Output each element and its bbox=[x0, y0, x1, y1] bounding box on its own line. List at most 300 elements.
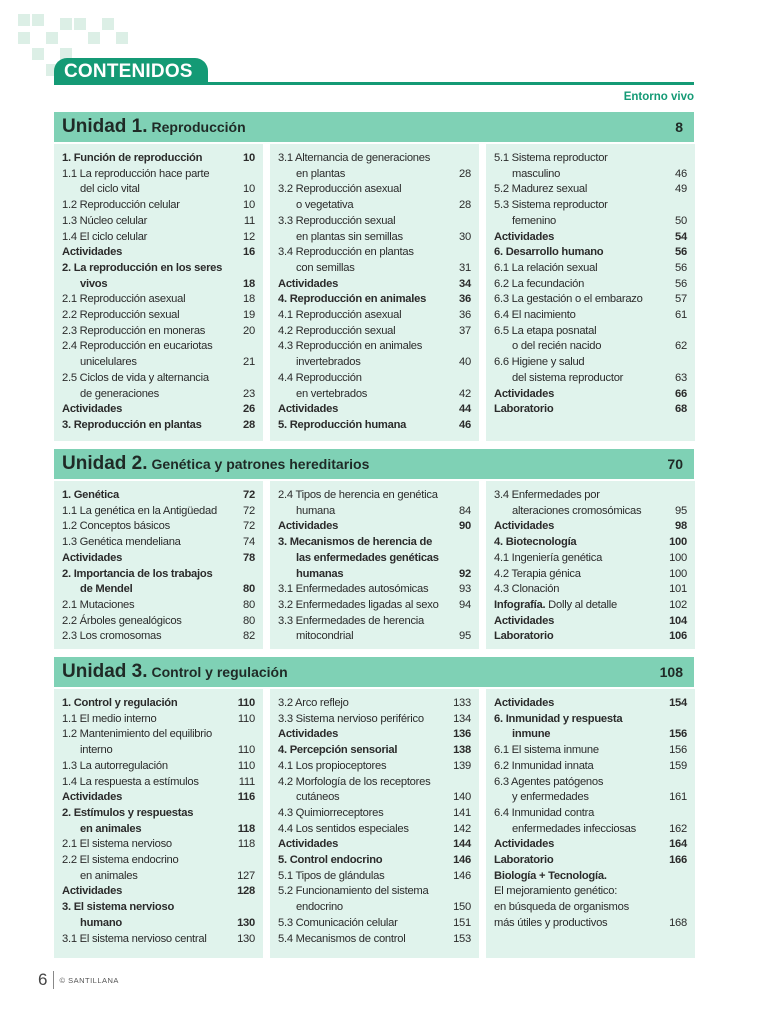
toc-entry[interactable] bbox=[278, 932, 471, 948]
toc-entry-page: 151 bbox=[453, 916, 471, 929]
toc-entry-page: 156 bbox=[669, 744, 687, 757]
toc-entry-line: 5.3 Sistema reproductor bbox=[494, 199, 608, 212]
toc-entry-page: 168 bbox=[669, 916, 687, 929]
toc-entry[interactable] bbox=[62, 292, 255, 308]
toc-entry-title bbox=[62, 261, 222, 292]
toc-entry-line: Laboratorio bbox=[494, 854, 554, 867]
toc-entry-line: 1.1 La reproducción hace parte bbox=[62, 167, 210, 180]
toc-entry[interactable] bbox=[278, 853, 471, 869]
toc-entry-page: 20 bbox=[243, 324, 255, 337]
unit-title bbox=[62, 661, 288, 683]
toc-entry-title bbox=[278, 151, 430, 182]
toc-entry-title bbox=[494, 261, 597, 277]
toc-entry[interactable] bbox=[62, 504, 255, 520]
toc-entry-title bbox=[278, 371, 367, 402]
toc-entry-line: 6. Desarrollo humano bbox=[494, 246, 604, 259]
toc-entry[interactable] bbox=[494, 869, 687, 885]
toc-entry-line: Laboratorio bbox=[494, 630, 554, 643]
unit-number: Unidad 1. bbox=[62, 116, 148, 137]
toc-entry-page: 159 bbox=[669, 759, 687, 772]
toc-entry-page: 142 bbox=[453, 822, 471, 835]
unit-name: Control y regulación bbox=[151, 664, 288, 680]
toc-entry[interactable] bbox=[278, 535, 471, 582]
toc-entry-line: o vegetativa bbox=[296, 199, 354, 212]
toc-entry-line: 6.3 La gestación o el embarazo bbox=[494, 293, 643, 306]
toc-entry[interactable] bbox=[62, 535, 255, 551]
toc-entry[interactable] bbox=[494, 151, 687, 182]
toc-entry[interactable] bbox=[494, 775, 687, 806]
toc-entry-line: unicelulares bbox=[80, 356, 137, 369]
toc-entry-page: 62 bbox=[675, 340, 687, 353]
toc-entry[interactable] bbox=[278, 727, 471, 743]
toc-entry[interactable] bbox=[278, 712, 471, 728]
toc-entry[interactable] bbox=[494, 853, 687, 869]
toc-entry-title bbox=[62, 519, 170, 535]
unit-title bbox=[62, 116, 246, 138]
footer-separator bbox=[53, 971, 54, 989]
toc-entry[interactable] bbox=[62, 519, 255, 535]
toc-entry-line: 5.4 Mecanismos de control bbox=[278, 932, 406, 945]
toc-entry-title bbox=[494, 355, 623, 386]
toc-entry-line: 1. Genética bbox=[62, 489, 119, 501]
toc-entry-title bbox=[494, 387, 554, 403]
toc-entry[interactable] bbox=[278, 598, 471, 614]
toc-entry[interactable] bbox=[62, 727, 255, 758]
toc-entry-page: 10 bbox=[243, 199, 255, 212]
toc-entry-line: Actividades bbox=[278, 728, 339, 741]
toc-entry-title bbox=[62, 712, 157, 728]
toc-entry-line: del sistema reproductor bbox=[512, 371, 624, 384]
toc-entry-line: Actividades bbox=[62, 403, 123, 416]
toc-entry-title bbox=[494, 759, 594, 775]
toc-entry-line: Actividades bbox=[278, 520, 339, 533]
toc-entry[interactable] bbox=[62, 712, 255, 728]
toc-entry-title bbox=[278, 822, 409, 838]
toc-entry-line: Actividades bbox=[494, 387, 555, 400]
toc-entry[interactable] bbox=[62, 598, 255, 614]
toc-entry-line: 2.5 Ciclos de vida y alternancia bbox=[62, 371, 209, 384]
toc-entry[interactable] bbox=[494, 696, 687, 712]
toc-entry-line: 3.4 Reproducción en plantas bbox=[278, 246, 414, 259]
toc-entry-title bbox=[62, 884, 122, 900]
toc-entry-line: en búsqueda de organismos bbox=[494, 901, 629, 914]
toc-entry-page: 72 bbox=[243, 504, 255, 517]
toc-entry[interactable] bbox=[278, 371, 471, 402]
toc-entry-title bbox=[494, 696, 554, 712]
toc-entry-line: 2.4 Reproducción en eucariotas bbox=[62, 340, 213, 353]
toc-entry[interactable] bbox=[62, 214, 255, 230]
toc-entry[interactable] bbox=[62, 853, 255, 884]
toc-entry-line: 6.1 La relación sexual bbox=[494, 261, 598, 274]
toc-entry[interactable] bbox=[494, 567, 687, 583]
toc-entry-title bbox=[278, 727, 338, 743]
toc-entry[interactable] bbox=[62, 775, 255, 791]
toc-entry[interactable] bbox=[62, 629, 255, 645]
toc-entry-line: 6.4 Inmunidad contra bbox=[494, 806, 595, 819]
toc-entry[interactable] bbox=[62, 790, 255, 806]
toc-entry-title bbox=[62, 837, 172, 853]
toc-entry-line: y enfermedades bbox=[512, 791, 589, 804]
toc-entry-page: 133 bbox=[453, 697, 471, 709]
toc-entry[interactable] bbox=[62, 308, 255, 324]
toc-entry-page: 118 bbox=[237, 822, 255, 835]
toc-entry-page: 130 bbox=[237, 916, 255, 929]
toc-entry[interactable] bbox=[494, 324, 687, 355]
toc-entry[interactable] bbox=[278, 214, 471, 245]
toc-entry[interactable] bbox=[62, 759, 255, 775]
toc-entry-page: 28 bbox=[459, 167, 471, 180]
toc-entry-line: 3.3 Sistema nervioso periférico bbox=[278, 712, 424, 725]
toc-entry-title bbox=[494, 324, 601, 355]
toc-entry-page: 10 bbox=[243, 183, 255, 196]
toc-entry-page: 100 bbox=[669, 536, 687, 549]
toc-entry-line: 2. Importancia de los trabajos bbox=[62, 567, 213, 580]
unit-name: Reproducción bbox=[151, 119, 246, 135]
toc-entry[interactable] bbox=[278, 696, 471, 712]
toc-entry-line: 6. Inmunidad y respuesta bbox=[494, 712, 623, 725]
toc-entry-line: 6.3 Agentes patógenos bbox=[494, 775, 604, 788]
toc-entry[interactable] bbox=[62, 261, 255, 292]
toc-entry-title bbox=[62, 598, 134, 614]
toc-entry-label: Infografía. bbox=[494, 598, 546, 611]
toc-entry[interactable] bbox=[494, 230, 687, 246]
toc-entry-title bbox=[62, 696, 177, 712]
toc-entry[interactable] bbox=[494, 900, 687, 916]
toc-entry-title bbox=[278, 292, 426, 308]
toc-entry[interactable] bbox=[494, 598, 687, 614]
contents-column bbox=[486, 144, 695, 441]
toc-entry-title bbox=[62, 230, 147, 246]
toc-entry[interactable] bbox=[278, 324, 471, 340]
toc-entry-page: 28 bbox=[243, 418, 255, 431]
toc-entry[interactable] bbox=[278, 884, 471, 915]
contents-column bbox=[270, 144, 479, 441]
toc-entry-title bbox=[278, 884, 428, 915]
toc-entry-line: 3.2 Arco reflejo bbox=[278, 697, 349, 709]
toc-entry-page: 100 bbox=[669, 551, 687, 564]
toc-entry-page: 18 bbox=[243, 293, 255, 306]
toc-entry-page: 164 bbox=[669, 838, 687, 851]
toc-entry-line: 1.4 La respuesta a estímulos bbox=[62, 775, 199, 788]
toc-entry-line: en animales bbox=[80, 822, 142, 835]
toc-entry-line: El mejoramiento genético: bbox=[494, 885, 618, 898]
toc-entry[interactable] bbox=[278, 245, 471, 276]
footer bbox=[38, 970, 119, 990]
toc-entry[interactable] bbox=[62, 488, 255, 504]
toc-entry-line: 1. Función de reproducción bbox=[62, 152, 203, 164]
toc-entry[interactable] bbox=[62, 230, 255, 246]
toc-entry-title bbox=[494, 743, 599, 759]
toc-entry-line: con semillas bbox=[296, 261, 355, 274]
toc-entry-page: 127 bbox=[237, 869, 255, 882]
toc-entry[interactable] bbox=[278, 418, 471, 434]
series-name: Entorno vivo bbox=[623, 91, 694, 103]
toc-entry-line: 1. Control y regulación bbox=[62, 697, 178, 709]
toc-entry-page: 80 bbox=[243, 598, 255, 611]
toc-entry-title bbox=[494, 245, 603, 261]
toc-entry-title bbox=[494, 900, 629, 916]
toc-entry-line: Actividades bbox=[278, 277, 339, 290]
toc-entry-title bbox=[494, 308, 576, 324]
toc-entry-page: 139 bbox=[453, 759, 471, 772]
toc-entry[interactable] bbox=[62, 567, 255, 598]
toc-entry-title bbox=[278, 214, 403, 245]
toc-entry-page: 72 bbox=[243, 520, 255, 533]
toc-entry[interactable] bbox=[494, 629, 687, 645]
toc-entry-line: 4. Biotecnología bbox=[494, 536, 577, 549]
toc-entry-page: 138 bbox=[453, 744, 471, 757]
toc-entry-title bbox=[494, 869, 607, 885]
toc-entry[interactable] bbox=[278, 488, 471, 519]
toc-entry[interactable] bbox=[494, 582, 687, 598]
toc-entry-line: 3.4 Enfermedades por bbox=[494, 489, 600, 501]
toc-entry-line: 5. Reproducción humana bbox=[278, 418, 407, 431]
toc-entry-line: 2.1 Mutaciones bbox=[62, 598, 135, 611]
toc-entry[interactable] bbox=[278, 308, 471, 324]
toc-entry[interactable] bbox=[494, 402, 687, 418]
toc-entry[interactable] bbox=[494, 355, 687, 386]
toc-entry-title bbox=[62, 488, 119, 504]
toc-entry-title bbox=[278, 582, 428, 598]
unit-number: Unidad 2. bbox=[62, 453, 148, 474]
toc-entry[interactable] bbox=[62, 806, 255, 837]
toc-entry-page: 11 bbox=[243, 214, 255, 227]
toc-entry[interactable] bbox=[494, 261, 687, 277]
toc-entry[interactable] bbox=[278, 775, 471, 806]
toc-entry-line: 2.1 Reproducción asexual bbox=[62, 293, 186, 306]
toc-entry-title bbox=[278, 853, 382, 869]
toc-entry-title bbox=[494, 182, 587, 198]
toc-entry[interactable] bbox=[494, 488, 687, 519]
toc-entry-title bbox=[278, 743, 397, 759]
toc-entry-title bbox=[278, 759, 386, 775]
toc-entry-line: 3. Mecanismos de herencia de bbox=[278, 536, 433, 549]
toc-entry-page: 92 bbox=[459, 567, 471, 580]
toc-entry-line: Actividades bbox=[494, 520, 555, 533]
toc-entry-line: 2.3 Reproducción en moneras bbox=[62, 324, 206, 337]
toc-entry-line: Actividades bbox=[494, 230, 555, 243]
toc-entry-line: 2.2 Árboles genealógicos bbox=[62, 614, 182, 627]
toc-entry-line: Actividades bbox=[62, 885, 123, 898]
toc-entry[interactable] bbox=[494, 837, 687, 853]
toc-entry[interactable] bbox=[494, 551, 687, 567]
toc-entry-title bbox=[62, 775, 199, 791]
toc-entry[interactable] bbox=[494, 916, 687, 932]
toc-entry-line: 3.3 Reproducción sexual bbox=[278, 214, 396, 227]
toc-entry-line: endocrino bbox=[296, 901, 343, 914]
toc-entry-title bbox=[62, 790, 122, 806]
toc-entry[interactable] bbox=[494, 743, 687, 759]
toc-entry[interactable] bbox=[278, 292, 471, 308]
toc-entry-title bbox=[62, 371, 209, 402]
toc-entry-line: 5. Control endocrino bbox=[278, 854, 383, 867]
toc-entry-title bbox=[62, 551, 122, 567]
toc-entry-title bbox=[62, 727, 212, 758]
toc-entry[interactable] bbox=[494, 519, 687, 535]
toc-entry-page: 144 bbox=[453, 838, 471, 851]
toc-entry-page: 44 bbox=[459, 403, 471, 416]
toc-entry-page: 110 bbox=[237, 712, 255, 725]
toc-entry-title bbox=[62, 614, 182, 630]
toc-entry[interactable] bbox=[62, 198, 255, 214]
toc-entry-page: 80 bbox=[243, 583, 255, 596]
toc-entry-page: 94 bbox=[459, 598, 471, 611]
toc-entry[interactable] bbox=[62, 837, 255, 853]
toc-entry-page: 100 bbox=[669, 567, 687, 580]
toc-entry-page: 21 bbox=[243, 356, 255, 369]
toc-entry-title bbox=[494, 806, 636, 837]
toc-entry-line: 4.4 Reproducción bbox=[278, 371, 362, 384]
toc-entry[interactable] bbox=[62, 696, 255, 712]
toc-entry[interactable] bbox=[278, 614, 471, 645]
toc-entry[interactable] bbox=[494, 182, 687, 198]
toc-entry[interactable] bbox=[62, 245, 255, 261]
toc-entry-title bbox=[62, 806, 193, 837]
toc-entry-line: 6.4 El nacimiento bbox=[494, 309, 576, 322]
toc-entry[interactable] bbox=[62, 151, 255, 167]
toc-entry-page: 136 bbox=[453, 728, 471, 741]
toc-entry[interactable] bbox=[278, 151, 471, 182]
contents-column bbox=[270, 689, 479, 958]
toc-entry-page: 56 bbox=[675, 277, 687, 290]
toc-entry-line: 2. La reproducción en los seres bbox=[62, 261, 223, 274]
toc-entry[interactable] bbox=[62, 339, 255, 370]
toc-entry[interactable] bbox=[494, 759, 687, 775]
toc-entry-title bbox=[62, 629, 161, 645]
toc-entry[interactable] bbox=[494, 198, 687, 229]
toc-entry[interactable] bbox=[494, 387, 687, 403]
toc-entry[interactable] bbox=[278, 582, 471, 598]
toc-entry-page: 106 bbox=[669, 630, 687, 643]
toc-entry[interactable] bbox=[62, 932, 255, 948]
toc-entry[interactable] bbox=[278, 182, 471, 213]
toc-entry-title bbox=[494, 567, 581, 583]
toc-entry[interactable] bbox=[494, 614, 687, 630]
toc-entry[interactable] bbox=[278, 339, 471, 370]
toc-entry-line: 6.1 El sistema inmune bbox=[494, 744, 599, 757]
toc-entry-title bbox=[494, 884, 617, 900]
contents-title: CONTENIDOS bbox=[54, 58, 208, 84]
unit-header bbox=[54, 657, 694, 687]
toc-entry[interactable] bbox=[494, 806, 687, 837]
toc-entry[interactable] bbox=[62, 418, 255, 434]
contents-column bbox=[486, 481, 695, 649]
toc-entry[interactable] bbox=[62, 614, 255, 630]
toc-entry-line: 4. Reproducción en animales bbox=[278, 293, 427, 306]
toc-entry-page: 134 bbox=[453, 712, 471, 725]
toc-entry[interactable] bbox=[278, 743, 471, 759]
toc-entry-page: 80 bbox=[243, 614, 255, 627]
toc-entry[interactable] bbox=[62, 371, 255, 402]
toc-entry[interactable] bbox=[278, 869, 471, 885]
toc-entry-page: 84 bbox=[459, 504, 471, 517]
toc-entry-title bbox=[278, 245, 414, 276]
toc-entry[interactable] bbox=[278, 402, 471, 418]
toc-entry[interactable] bbox=[278, 759, 471, 775]
toc-entry-title bbox=[278, 916, 398, 932]
toc-entry[interactable] bbox=[494, 884, 687, 900]
toc-entry-page: 46 bbox=[675, 167, 687, 180]
toc-entry-title bbox=[494, 277, 584, 293]
toc-entry[interactable] bbox=[278, 277, 471, 293]
toc-entry-page: 156 bbox=[669, 728, 687, 741]
toc-entry-title bbox=[494, 614, 554, 630]
toc-entry[interactable] bbox=[278, 519, 471, 535]
toc-entry[interactable] bbox=[62, 900, 255, 931]
toc-entry-line: 5.2 Madurez sexual bbox=[494, 183, 588, 196]
toc-entry-title bbox=[494, 775, 603, 806]
toc-entry-line: 3. Reproducción en plantas bbox=[62, 418, 202, 431]
toc-entry[interactable] bbox=[62, 551, 255, 567]
toc-entry-line: 6.5 La etapa posnatal bbox=[494, 324, 597, 337]
toc-entry-page: 16 bbox=[243, 246, 255, 259]
toc-entry-line: del ciclo vital bbox=[80, 183, 140, 196]
toc-entry-line: Actividades bbox=[62, 246, 123, 259]
toc-entry-page: 118 bbox=[237, 838, 255, 851]
toc-entry-title bbox=[62, 308, 179, 324]
toc-entry-line: de generaciones bbox=[80, 387, 159, 400]
toc-entry-title bbox=[494, 198, 608, 229]
toc-entry-title bbox=[62, 504, 217, 520]
toc-entry[interactable] bbox=[494, 245, 687, 261]
toc-entry[interactable] bbox=[494, 292, 687, 308]
toc-entry-line: 2. Estímulos y respuestas bbox=[62, 806, 194, 819]
toc-entry[interactable] bbox=[278, 837, 471, 853]
toc-entry-line: 4.1 Los propioceptores bbox=[278, 759, 387, 772]
toc-entry-line: vivos bbox=[80, 277, 108, 290]
toc-entry-title bbox=[494, 712, 622, 743]
toc-entry-line: inmune bbox=[512, 728, 551, 741]
toc-entry-line: 5.1 Tipos de glándulas bbox=[278, 869, 385, 882]
contents-column bbox=[486, 689, 695, 958]
toc-entry[interactable] bbox=[62, 167, 255, 198]
toc-entry[interactable] bbox=[494, 277, 687, 293]
toc-entry[interactable] bbox=[494, 712, 687, 743]
toc-entry-line: humanas bbox=[296, 567, 344, 580]
toc-entry-line: 4.1 Reproducción asexual bbox=[278, 309, 402, 322]
toc-entry-line: Actividades bbox=[494, 697, 555, 709]
toc-entry-title bbox=[278, 837, 338, 853]
toc-entry[interactable] bbox=[62, 324, 255, 340]
toc-entry-page: 93 bbox=[459, 583, 471, 596]
toc-entry-line: 6.2 La fecundación bbox=[494, 277, 585, 290]
toc-entry-title bbox=[278, 614, 424, 645]
toc-entry-title bbox=[278, 932, 405, 948]
toc-entry[interactable] bbox=[494, 308, 687, 324]
toc-entry[interactable] bbox=[278, 822, 471, 838]
toc-entry-page: 74 bbox=[243, 536, 255, 549]
toc-entry-title bbox=[278, 324, 395, 340]
toc-entry-line: en plantas sin semillas bbox=[296, 230, 403, 243]
toc-entry[interactable] bbox=[62, 402, 255, 418]
toc-entry[interactable] bbox=[62, 884, 255, 900]
toc-entry-line: interno bbox=[80, 744, 113, 757]
toc-entry-title bbox=[494, 916, 607, 932]
toc-entry-title bbox=[62, 759, 168, 775]
toc-entry-line: 4.3 Reproducción en animales bbox=[278, 340, 423, 353]
toc-entry-line: Biología + Tecnología. bbox=[494, 869, 607, 882]
toc-entry-line: invertebrados bbox=[296, 356, 361, 369]
toc-entry[interactable] bbox=[278, 916, 471, 932]
toc-entry-title bbox=[494, 629, 553, 645]
toc-entry[interactable] bbox=[278, 806, 471, 822]
toc-entry-line: en vertebrados bbox=[296, 387, 368, 400]
toc-entry-line: Actividades bbox=[278, 838, 339, 851]
contents-column bbox=[54, 144, 263, 441]
toc-entry[interactable] bbox=[494, 535, 687, 551]
toc-entry-page: 54 bbox=[675, 230, 687, 243]
toc-entry-title bbox=[278, 277, 338, 293]
